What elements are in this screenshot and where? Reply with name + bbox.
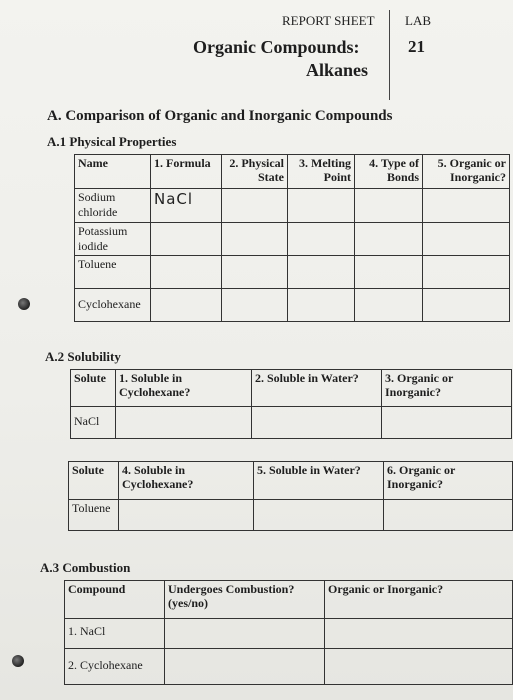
row-name: Potassium iodide [75,223,151,256]
soluble-cyclohexane-cell[interactable] [116,407,252,439]
organic-inorganic-cell[interactable] [423,223,510,256]
type-of-bonds-cell[interactable] [355,289,423,322]
col-header-solute: Solute [69,462,119,500]
organic-inorganic-cell[interactable] [382,407,512,439]
type-of-bonds-cell[interactable] [355,256,423,289]
table-row [75,289,510,322]
soluble-cyclohexane-cell[interactable] [119,500,254,531]
section-a1-title: A.1 Physical Properties [47,134,177,149]
col-header-type-of-bonds: 4. Type of Bonds [355,155,423,189]
col-header-undergoes-combustion: Undergoes Combustion? (yes/no) [165,581,325,619]
formula-cell[interactable] [151,189,222,223]
col-header-organic-inorganic: Organic or Inorganic? [325,581,513,619]
melting-point-cell[interactable] [288,256,355,289]
table-row [65,649,513,685]
binder-hole [12,655,24,667]
lab-label: LAB [405,13,431,28]
type-of-bonds-cell[interactable] [355,223,423,256]
row-name: Toluene [75,256,151,289]
header-divider [389,10,390,100]
organic-inorganic-cell[interactable] [423,289,510,322]
organic-inorganic-cell[interactable] [423,189,510,223]
lab-number: 21 [408,37,425,56]
undergoes-combustion-cell[interactable] [165,619,325,649]
col-header-formula: 1. Formula [151,155,222,189]
physical-state-cell[interactable] [222,189,288,223]
row-name: Sodium chloride [75,189,151,223]
col-header-soluble-cyclohexane: 4. Soluble in Cyclohexane? [119,462,254,500]
col-header-organic-inorganic: 5. Organic or Inorganic? [423,155,510,189]
report-sheet-label: REPORT SHEET [282,13,375,28]
row-name: Cyclohexane [75,289,151,322]
formula-cell[interactable] [151,256,222,289]
solubility-table-nacl [70,369,512,439]
table-row [69,500,513,531]
physical-properties-table [74,154,510,322]
table-row [75,256,510,289]
melting-point-cell[interactable] [288,223,355,256]
table-row [75,189,510,223]
melting-point-cell[interactable] [288,189,355,223]
col-header-organic-inorganic: 3. Organic or Inorganic? [382,370,512,407]
page-subtitle: Alkanes [306,60,369,80]
combustion-table [64,580,513,685]
compound-name: 1. NaCl [65,619,165,649]
col-header-compound: Compound [65,581,165,619]
organic-inorganic-cell[interactable] [325,619,513,649]
table-row [71,407,512,439]
table-row [75,223,510,256]
physical-state-cell[interactable] [222,256,288,289]
section-a3-title: A.3 Combustion [40,560,131,575]
col-header-soluble-cyclohexane: 1. Soluble in Cyclohexane? [116,370,252,407]
solute-name: NaCl [71,407,116,439]
col-header-soluble-water: 2. Soluble in Water? [252,370,382,407]
col-header-name: Name [75,155,151,189]
soluble-water-cell[interactable] [252,407,382,439]
solubility-table-toluene [68,461,513,531]
page-title: Organic Compounds: [193,37,360,57]
section-a-title: A. Comparison of Organic and Inorganic Compounds [47,108,393,124]
col-header-soluble-water: 5. Soluble in Water? [254,462,384,500]
formula-cell[interactable] [151,289,222,322]
section-a2-title: A.2 Solubility [45,349,121,364]
compound-name: 2. Cyclohexane [65,649,165,685]
col-header-melting-point: 3. Melting Point [288,155,355,189]
handwritten-formula: NaCl [154,190,194,208]
undergoes-combustion-cell[interactable] [165,649,325,685]
organic-inorganic-cell[interactable] [325,649,513,685]
type-of-bonds-cell[interactable] [355,189,423,223]
solute-name: Toluene [69,500,119,531]
formula-cell[interactable] [151,223,222,256]
binder-hole [18,298,30,310]
col-header-physical-state: 2. Physical State [222,155,288,189]
soluble-water-cell[interactable] [254,500,384,531]
col-header-solute: Solute [71,370,116,407]
physical-state-cell[interactable] [222,223,288,256]
col-header-organic-inorganic: 6. Organic or Inorganic? [384,462,513,500]
organic-inorganic-cell[interactable] [384,500,513,531]
melting-point-cell[interactable] [288,289,355,322]
physical-state-cell[interactable] [222,289,288,322]
table-row [65,619,513,649]
organic-inorganic-cell[interactable] [423,256,510,289]
